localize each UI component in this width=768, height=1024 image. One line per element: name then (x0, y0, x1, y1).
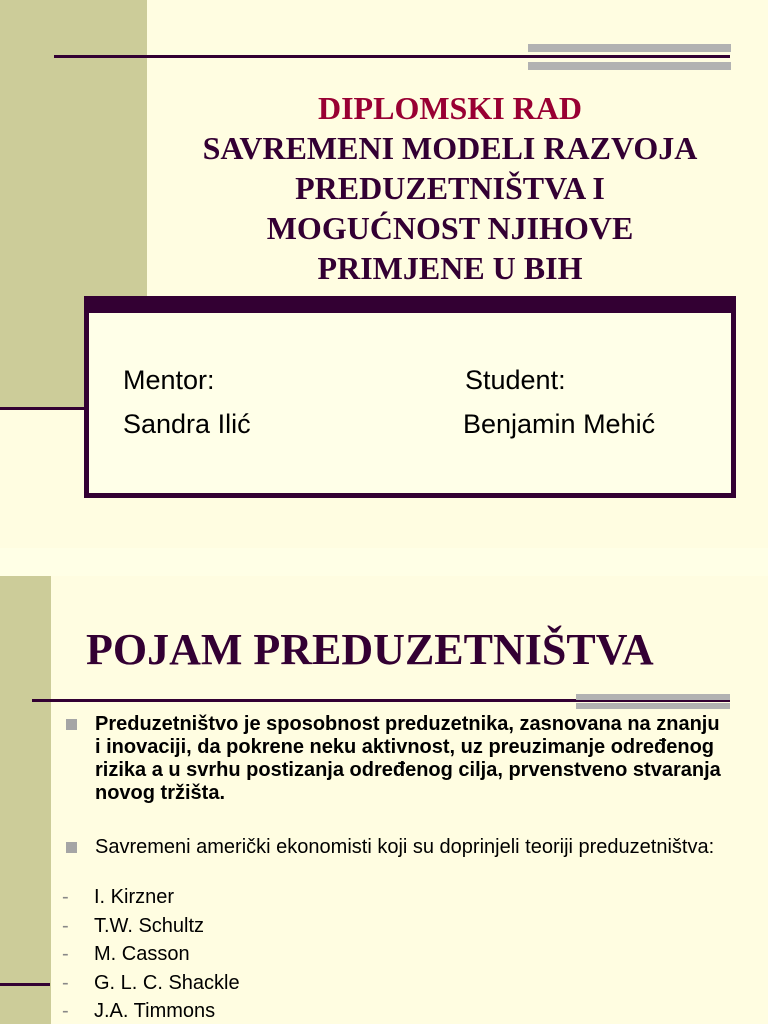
left-divider-line (0, 983, 50, 986)
list-item (66, 836, 726, 859)
title-line: SAVREMENI MODELI RAZVOJA (202, 130, 698, 166)
dash-bullet-icon: - (62, 1000, 69, 1022)
economist-name: G. L. C. Shackle (94, 972, 240, 994)
top-divider-line (54, 55, 730, 58)
student-name: Benjamin Mehić (463, 409, 656, 439)
dash-bullet-icon: - (62, 886, 69, 908)
title-line: PREDUZETNIŠTVA I (295, 170, 605, 206)
side-panel (0, 576, 51, 1024)
list-item (62, 915, 204, 938)
title-line: PRIMJENE U BIH (317, 250, 583, 286)
gray-accent-bar (576, 694, 730, 700)
dash-bullet-icon: - (62, 972, 69, 994)
bullet-square-icon (66, 719, 77, 730)
author-info-box (84, 296, 736, 498)
slide-title (150, 88, 750, 288)
dash-bullet-icon: - (62, 943, 69, 965)
mentor-label: Mentor: (123, 365, 215, 395)
economist-name: I. Kirzner (94, 886, 175, 908)
list-item (62, 943, 190, 966)
definition-text: Preduzetništvo je sposobnost preduzetnika, zasnovana na znanju i inovaciji, da pokrene neku aktivnost, uz preuzimanje određenog rizika a u svrhu postizanja određenog cilja, prvenstveno stvaranja novog tržišta. (95, 713, 721, 804)
list-item (62, 1000, 215, 1023)
gray-accent-bar (576, 703, 730, 709)
gray-accent-bar (528, 44, 731, 52)
list-item (66, 713, 726, 805)
mentor-name: Sandra Ilić (123, 409, 251, 439)
title-line: MOGUĆNOST NJIHOVE (266, 210, 634, 246)
list-item (62, 886, 174, 909)
slide-title: POJAM PREDUZETNIŠTVA (86, 625, 654, 674)
dash-bullet-icon: - (62, 915, 69, 937)
bullet-square-icon (66, 842, 77, 853)
economist-name: M. Casson (94, 943, 190, 965)
economist-name: J.A. Timmons (94, 1000, 216, 1022)
economists-intro-text: Savremeni američki ekonomisti koji su doprinjeli teoriji preduzetništva: (95, 836, 715, 858)
economist-name: T.W. Schultz (94, 915, 205, 937)
gray-accent-bar (528, 62, 731, 70)
left-divider-line (0, 407, 86, 410)
content-slide (0, 576, 768, 1024)
list-item (62, 972, 240, 995)
title-line: DIPLOMSKI RAD (317, 90, 582, 126)
student-label: Student: (465, 365, 566, 395)
